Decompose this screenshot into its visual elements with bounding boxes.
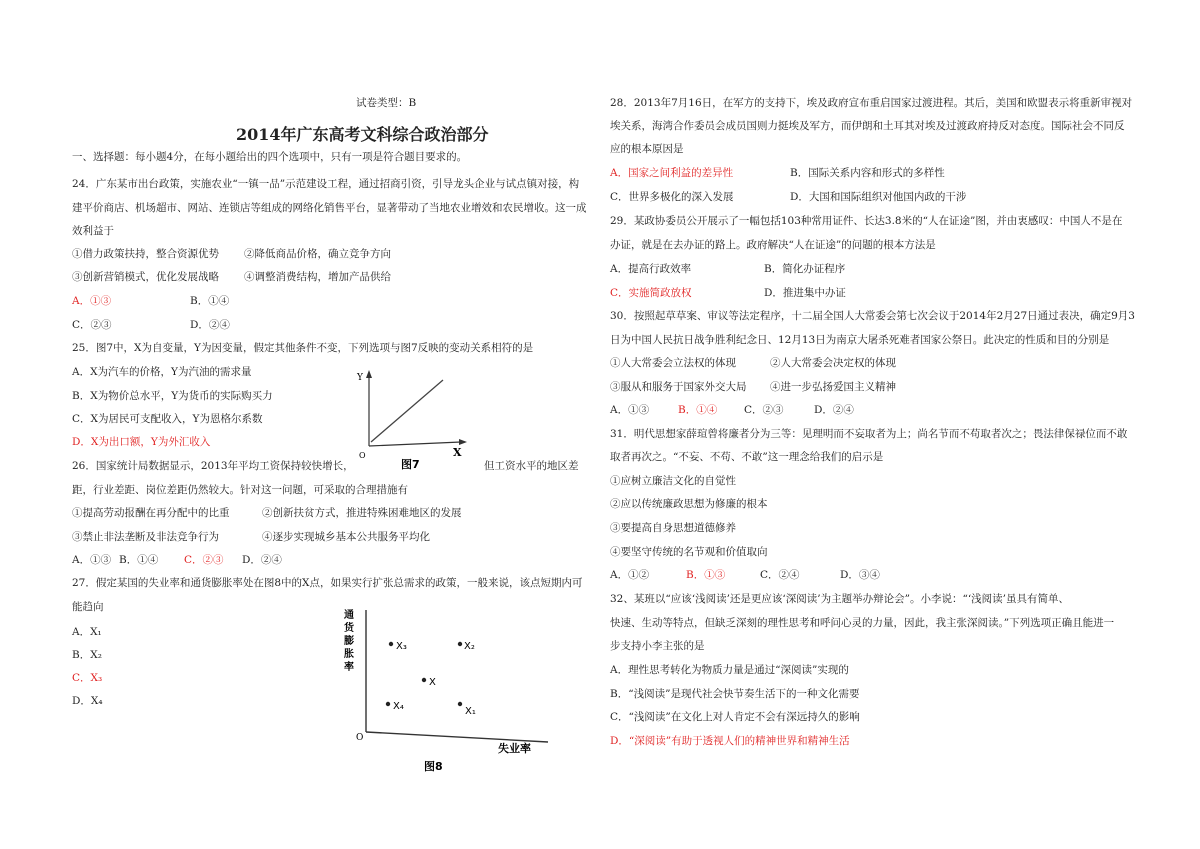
fig8-label-x4: X₄: [393, 701, 404, 712]
fig7-y-label: Y: [357, 373, 363, 383]
q28-option-c[interactable]: C．世界多极化的深入发展: [610, 191, 734, 203]
q29-option-b[interactable]: B．简化办证程序: [764, 263, 846, 275]
q31-item: ②应以传统廉政思想为修廉的根本: [610, 498, 768, 510]
fig7-line: [371, 380, 443, 442]
figure-7: [355, 368, 475, 472]
q30-option-d[interactable]: D．②④: [814, 404, 854, 416]
q28-option-d[interactable]: D．大国和国际组织对他国内政的干涉: [790, 191, 967, 203]
q24-option-c[interactable]: C．②③: [72, 319, 112, 331]
q29-stem-line: 办证，就是在去办证的路上。政府解决“人在证途”的问题的根本方法是: [610, 239, 936, 251]
fig7-x-arrow: [459, 439, 467, 445]
q24-item: ①借力政策扶持，整合资源优势: [72, 248, 219, 260]
q28-stem-line: 应的根本原因是: [610, 143, 684, 155]
q29-option-a[interactable]: A．提高行政效率: [610, 263, 692, 275]
q32-stem-line: 32、某班以“应该‘浅阅读’还是更应该‘深阅读’为主题举办辩论会”。小李说：“‘浅阅读’虽具有简单、: [610, 593, 1069, 605]
q24-item: ④调整消费结构，增加产品供给: [244, 271, 391, 283]
fig7-caption: 图7: [401, 458, 420, 471]
q31-option-a[interactable]: A．①②: [610, 569, 650, 581]
q27-stem-line: 能趋向: [72, 601, 104, 613]
q30-item: ①人大常委会立法权的体现: [610, 357, 736, 369]
q26-stem-line: 但工资水平的地区差: [484, 460, 579, 472]
q30-item: ④进一步弘扬爱国主义精神: [770, 381, 896, 393]
paper-type: 试卷类型：B: [356, 97, 417, 109]
page-title: 2014年广东高考文科综合政治部分: [236, 125, 489, 144]
fig8-label-x: X: [429, 677, 436, 688]
fig7-origin: O: [359, 451, 366, 460]
q26-item: ④逐步实现城乡基本公共服务平均化: [262, 531, 430, 543]
fig7-x-label: X: [453, 446, 462, 459]
q28-option-b[interactable]: B．国际关系内容和形式的多样性: [790, 167, 945, 179]
q26-option-a[interactable]: A．①③: [72, 554, 112, 566]
q31-stem-line: 31．明代思想家薛瑄曾将廉者分为三等：见理明而不妄取者为上；尚名节而不苟取者次之；畏法律保禄位而不敢: [610, 428, 1128, 440]
q31-item: ④要坚守传统的名节观和价值取向: [610, 546, 768, 558]
fig8-y-label-char: 膨: [344, 636, 354, 647]
fig8-y-label-char: 通: [344, 610, 354, 621]
q29-stem-line: 29．某政协委员公开展示了一幅包括103种常用证件、长达3.8米的“人在证途”图，并由衷感叹：中国人不是在: [610, 215, 1123, 227]
fig8-point-x2: [458, 642, 462, 646]
q30-item: ②人大常委会决定权的体现: [770, 357, 896, 369]
q24-item: ②降低商品价格，确立竞争方向: [244, 248, 391, 260]
fig7-x-axis: [369, 442, 461, 446]
q25-option-c[interactable]: C．X为居民可支配收入，Y为恩格尔系数: [72, 413, 263, 425]
fig8-label-x2: X₂: [464, 641, 475, 652]
q24-option-a[interactable]: A．①③: [72, 295, 112, 307]
q26-option-d[interactable]: D．②④: [242, 554, 282, 566]
q30-item: ③服从和服务于国家外交大局: [610, 381, 747, 393]
q27-option-d[interactable]: D．X₄: [72, 695, 103, 707]
section-heading: 一、选择题：每小题4分，在每小题给出的四个选项中，只有一项是符合题目要求的。: [72, 151, 468, 163]
q24-stem-line: 效利益于: [72, 225, 114, 237]
q30-option-b[interactable]: B．①④: [678, 404, 718, 416]
q26-option-b[interactable]: B．①④: [119, 554, 159, 566]
q30-option-a[interactable]: A．①③: [610, 404, 650, 416]
figure-8: [340, 604, 560, 774]
q26-option-c[interactable]: C．②③: [184, 554, 224, 566]
fig8-x-label: 失业率: [498, 742, 531, 755]
fig8-x-axis: [366, 732, 548, 742]
fig8-origin: O: [356, 733, 364, 743]
q31-option-c[interactable]: C．②④: [760, 569, 800, 581]
q26-stem-line: 距，行业差距、岗位差距仍然较大。针对这一问题，可采取的合理措施有: [72, 484, 408, 496]
q31-option-d[interactable]: D．③④: [840, 569, 880, 581]
q30-stem-line: 日为中国人民抗日战争胜利纪念日、12月13日为南京大屠杀死难者国家公祭日。此决定的性质和目的分别是: [610, 334, 1110, 346]
q26-item: ②创新扶贫方式，推进特殊困难地区的发展: [262, 507, 462, 519]
q24-option-d[interactable]: D．②④: [190, 319, 230, 331]
fig8-label-x3: X₃: [396, 641, 407, 652]
q28-stem-line: 埃关系，海湾合作委员会成员国则力挺埃及军方，而伊朗和土耳其对埃及过渡政府持反对态度。国际社会不同反: [610, 120, 1125, 132]
q27-option-b[interactable]: B．X₂: [72, 649, 102, 661]
q27-option-a[interactable]: A．X₁: [72, 626, 102, 638]
q32-option-c[interactable]: C．“浅阅读”在文化上对人肯定不会有深远持久的影响: [610, 711, 860, 723]
q25-stem: 25．图7中，X为自变量，Y为因变量，假定其他条件不变，下列选项与图7反映的变动关系相符的是: [72, 342, 534, 354]
fig8-y-label-char: 胀: [344, 649, 354, 660]
q29-option-d[interactable]: D．推进集中办证: [764, 287, 846, 299]
fig8-label-x1: X₁: [465, 706, 476, 717]
fig8-y-label-char: 率: [344, 662, 354, 673]
q24-item: ③创新营销模式，优化发展战略: [72, 271, 219, 283]
fig8-caption: 图8: [424, 760, 443, 773]
q29-option-c[interactable]: C．实施简政放权: [610, 287, 692, 299]
q24-stem-line: 24．广东某市出台政策，实施农业“一镇一品”示范建设工程，通过招商引资，引导龙头企业与试点镇对接，构: [72, 178, 580, 190]
q25-option-b[interactable]: B．X为物价总水平，Y为货币的实际购买力: [72, 390, 273, 402]
q31-item: ①应树立廉洁文化的自觉性: [610, 475, 736, 487]
fig8-point-x: [422, 678, 426, 682]
q27-option-c[interactable]: C．X₃: [72, 672, 103, 684]
fig8-point-x3: [389, 642, 393, 646]
fig8-point-x1: [458, 702, 462, 706]
q32-stem-line: 快速、生动等特点，但缺乏深刻的理性思考和呼问心灵的力量，因此，我主张深阅读。”下列选项正确且能进一: [610, 617, 1115, 629]
q26-item: ③禁止非法垄断及非法竞争行为: [72, 531, 219, 543]
q26-stem-line: 26．国家统计局数据显示，2013年平均工资保持较快增长，: [72, 460, 354, 472]
q31-option-b[interactable]: B．①③: [686, 569, 726, 581]
fig8-y-label-char: 货: [344, 623, 354, 634]
q27-stem-line: 27．假定某国的失业率和通货膨胀率处在图8中的X点，如果实行扩张总需求的政策，一般来说，该点短期内可: [72, 577, 583, 589]
q25-option-d[interactable]: D．X为出口额，Y为外汇收入: [72, 436, 211, 448]
q24-option-b[interactable]: B．①④: [190, 295, 230, 307]
fig8-point-x4: [386, 702, 390, 706]
q24-stem-line: 建平价商店、机场超市、网站、连锁店等组成的网络化销售平台，显著带动了当地农业增效和农民增收。这一成: [72, 202, 587, 214]
q32-option-b[interactable]: B．“浅阅读”是现代社会快节奏生活下的一种文化需要: [610, 688, 860, 700]
q26-item: ①提高劳动报酬在再分配中的比重: [72, 507, 230, 519]
fig7-y-arrow: [366, 370, 372, 378]
q30-stem-line: 30．按照起草草案、审议等法定程序，十二届全国人大常委会第七次会议于2014年2月27日通过表决，确定9月3: [610, 310, 1135, 322]
q25-option-a[interactable]: A．X为汽车的价格，Y为汽油的需求量: [72, 366, 252, 378]
q28-stem-line: 28．2013年7月16日，在军方的支持下，埃及政府宣布重启国家过渡进程。其后，美国和欧盟表示将重新审视对: [610, 97, 1133, 109]
q32-option-a[interactable]: A．理性思考转化为物质力量是通过“深阅读”实现的: [610, 664, 849, 676]
q30-option-c[interactable]: C．②③: [744, 404, 784, 416]
q31-stem-line: 取者再次之。“不妄、不苟、不敢”这一理念给我们的启示是: [610, 451, 884, 463]
q32-option-d[interactable]: D．“深阅读”有助于透视人们的精神世界和精神生活: [610, 735, 850, 747]
q28-option-a[interactable]: A．国家之间利益的差异性: [610, 167, 734, 179]
q31-item: ③要提高自身思想道德修养: [610, 522, 736, 534]
q32-stem-line: 步支持小李主张的是: [610, 640, 705, 652]
